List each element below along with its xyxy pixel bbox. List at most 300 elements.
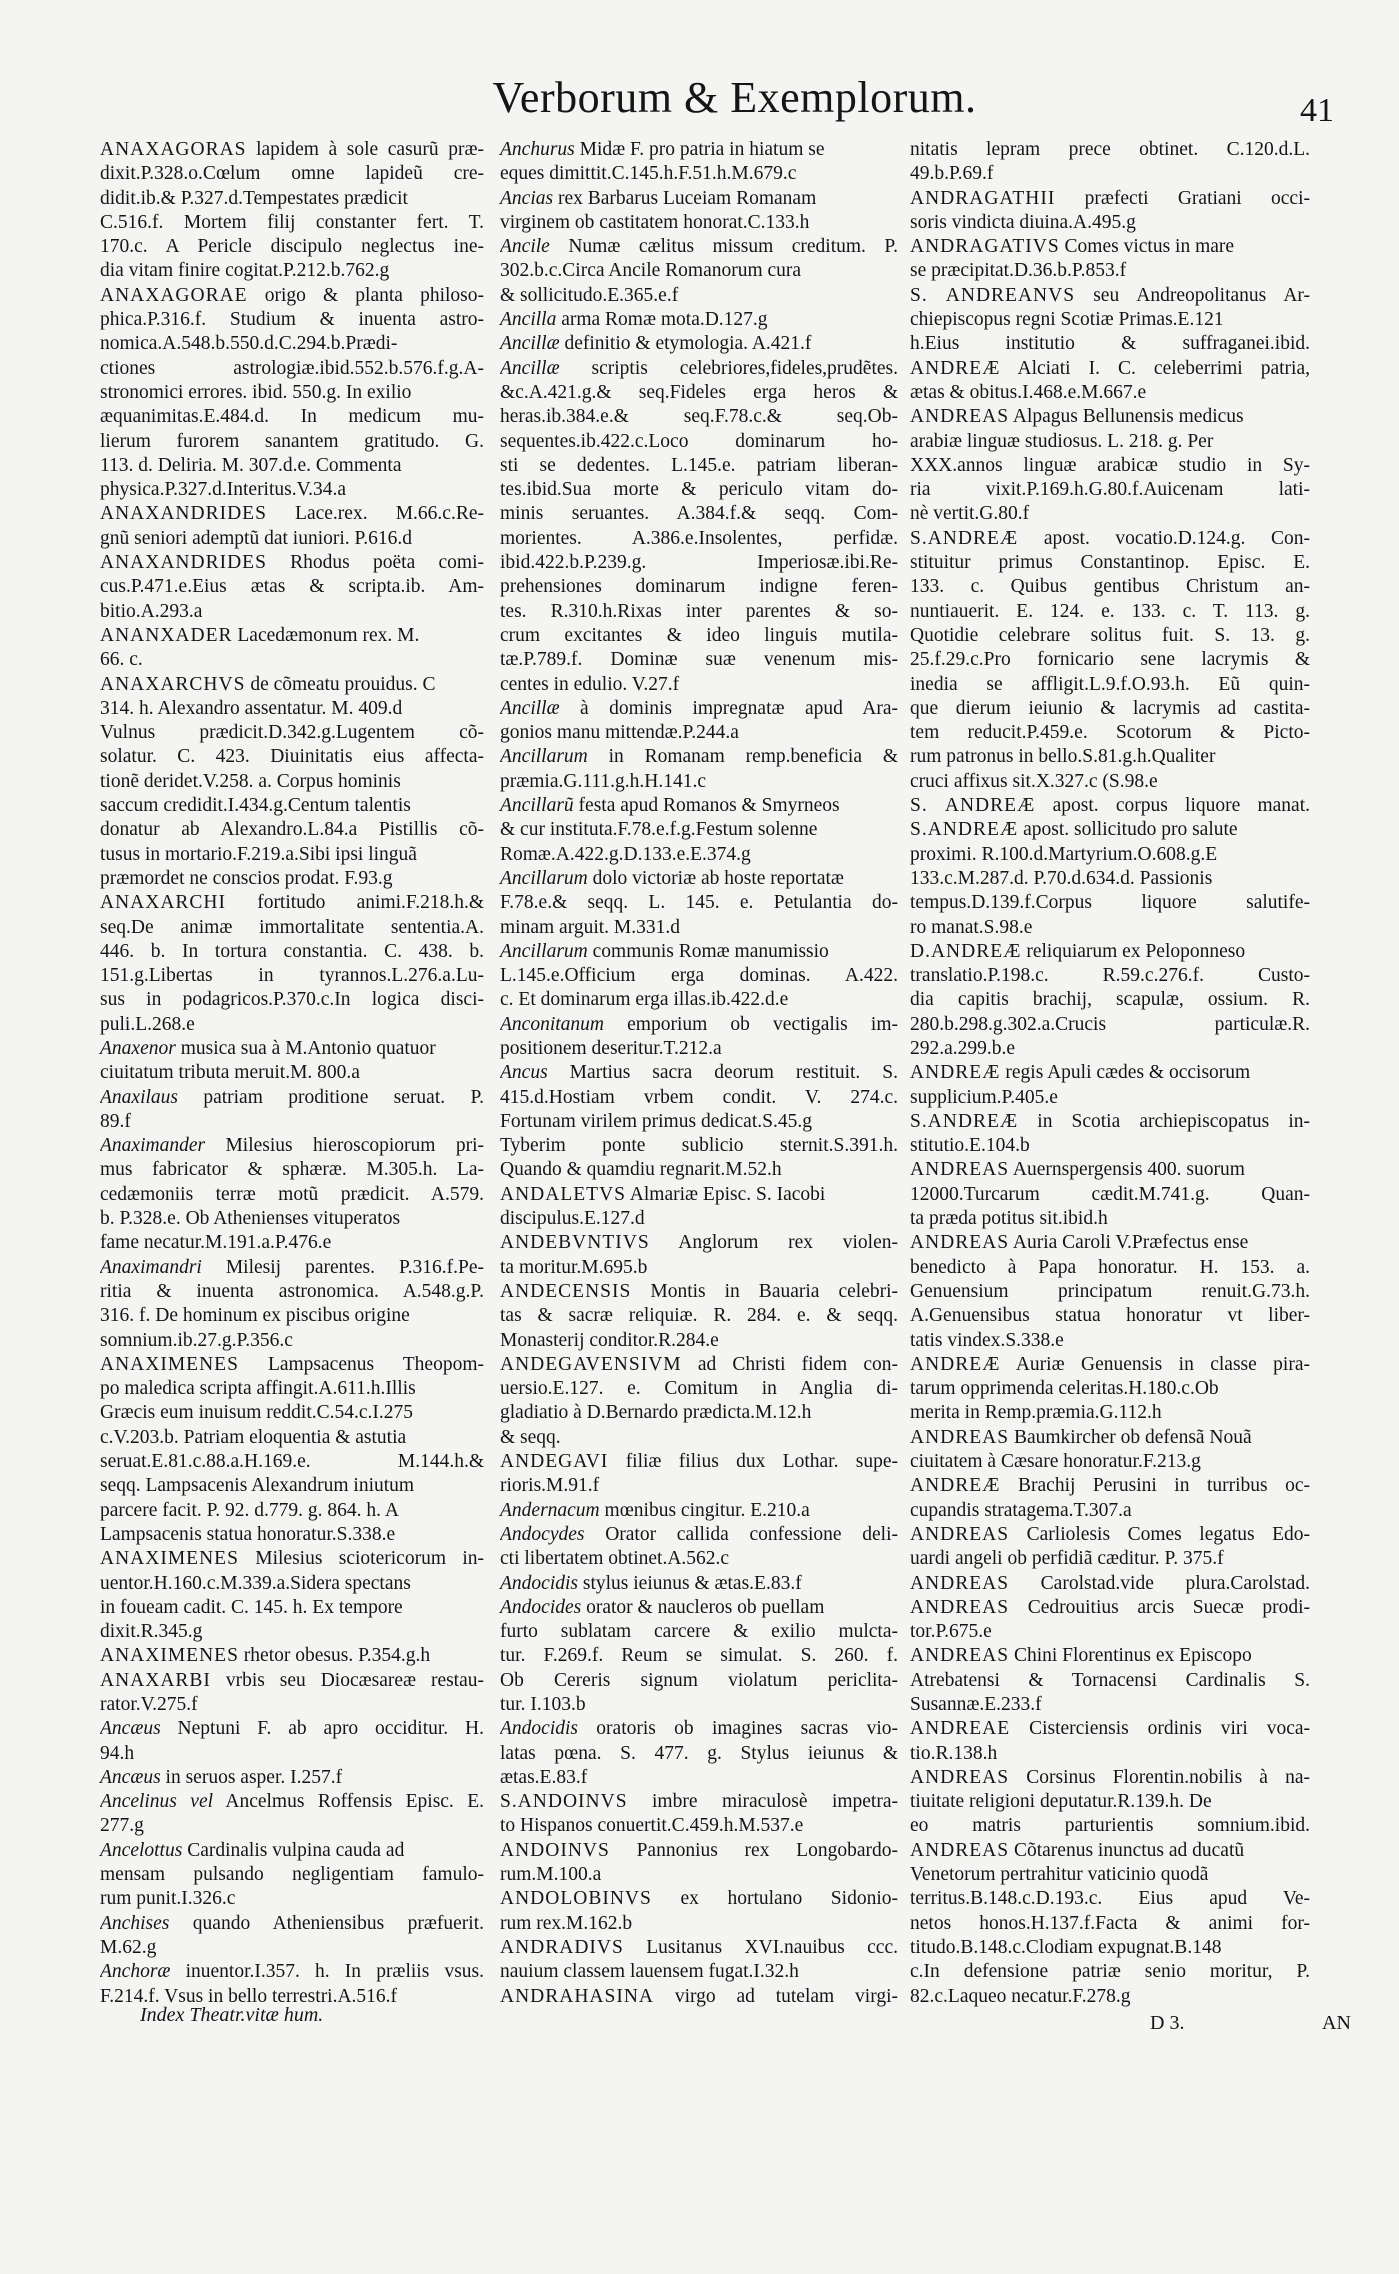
index-entry-line — [100, 1669, 484, 1693]
entry-headword: ANAXIMENES — [100, 1353, 239, 1375]
entry-headword: Ancillæ — [500, 357, 560, 379]
index-line: Ob Cereris signum violatum periclita- — [500, 1669, 898, 1691]
index-line: 170.c. A Pericle discipulo neglectus ine- — [100, 236, 484, 258]
entry-text: musica sua à M.Antonio quatuor — [175, 1037, 436, 1059]
entry-text: ad Christi fidem con- — [681, 1353, 898, 1375]
index-entry-line — [500, 1717, 898, 1741]
entry-text: Midæ F. pro patria in hiatum se — [574, 139, 825, 160]
entry-text: fortitudo animi.F.218.h.& — [226, 892, 484, 914]
index-line: 133. c. Quibus gentibus Christum an- — [910, 576, 1310, 598]
index-line: ciuitatem à Cæsare honoratur.F.213.g — [910, 1451, 1201, 1473]
index-line: bitio.A.293.a — [100, 600, 203, 622]
index-line: gonios manu mittendæ.P.244.a — [500, 722, 739, 744]
index-line: mus fabricator & sphæræ. M.305.h. La- — [100, 1159, 484, 1181]
index-line: didit.ib.& P.327.d.Tempestates prædicit — [100, 187, 408, 209]
index-line: Fortunam virilem primus dedicat.S.45.g — [500, 1110, 812, 1132]
entry-headword: ANDEBVNTIVS — [500, 1232, 650, 1254]
entry-headword: ANDREAS — [910, 1572, 1010, 1594]
entry-headword: Ancelottus — [100, 1839, 183, 1861]
index-line: puli.L.268.e — [100, 1013, 195, 1035]
index-entry-line — [100, 1134, 484, 1158]
entry-headword: Andocydes — [500, 1523, 585, 1545]
index-line: F.214.f. Vsus in bello terrestri.A.516.f — [100, 1985, 398, 2007]
index-line: phica.P.316.f. Studium & inuenta astro- — [100, 309, 484, 331]
entry-text: Carliolesis Comes legatus Edo- — [1009, 1523, 1310, 1545]
index-line: minam arguit. M.331.d — [500, 916, 681, 938]
index-line: Quando & quamdiu regnarit.M.52.h — [500, 1159, 782, 1181]
entry-headword: ANAXARCHI — [100, 892, 226, 914]
index-line: territus.B.148.c.D.193.c. Eius apud Ve- — [910, 1888, 1310, 1910]
index-line: ætas & obitus.I.468.e.M.667.e — [910, 381, 1147, 403]
index-entry-line — [500, 1183, 898, 1207]
entry-headword: Ancilla — [500, 309, 557, 331]
index-line: A.Genuensibus statua honoratur vt liber- — [910, 1305, 1310, 1327]
index-line: 292.a.299.b.e — [910, 1037, 1016, 1059]
index-entry-line — [500, 332, 898, 356]
index-line: Susannæ.E.233.f — [910, 1694, 1042, 1715]
entry-text: Alpagus Bellunensis medicus — [1009, 406, 1244, 428]
index-entry-line — [910, 940, 1310, 964]
index-line: Vulnus prædicit.D.342.g.Lugentem cõ- — [100, 722, 484, 744]
index-entry-line — [100, 1717, 484, 1741]
index-line: tempus.D.139.f.Corpus liquore salutife- — [910, 892, 1310, 914]
index-line: se præcipitat.D.36.b.P.853.f — [910, 260, 1127, 282]
index-line: tes.ibid.Sua morte & periculo vitam do- — [500, 479, 898, 501]
catchword: AN — [1322, 2012, 1351, 2034]
entry-headword: ANAXANDRIDES — [100, 552, 267, 574]
index-line: 415.d.Hostiam vrbem condit. V. 274.c. — [500, 1086, 898, 1108]
index-line: Tyberim ponte sublicio sternit.S.391.h. — [500, 1135, 898, 1157]
entry-text: Cardinalis vulpina cauda ad — [182, 1839, 405, 1861]
index-line: cedæmoniis terræ motũ prædicit. A.579. — [100, 1183, 484, 1205]
entry-headword: Andernacum — [500, 1499, 600, 1521]
index-line: tur. I.103.b — [500, 1694, 586, 1715]
entry-headword: ANDRAGATIVS — [910, 236, 1060, 258]
index-line: morientes. A.386.e.Insolentes, perfidæ. — [500, 527, 898, 549]
entry-text: Carolstad.vide plura.Carolstad. — [1009, 1572, 1310, 1594]
index-line: nauium classem lauensem fugat.I.32.h — [500, 1961, 799, 1983]
index-entry-line — [910, 1061, 1310, 1085]
index-entry-line — [500, 697, 898, 721]
entry-headword: S.ANDREÆ — [910, 1110, 1019, 1132]
index-line: stitutio.E.104.b — [910, 1135, 1030, 1157]
entry-headword: ANAXIMENES — [100, 1645, 239, 1667]
index-line: 12000.Turcarum cædit.M.741.g. Quan- — [910, 1183, 1310, 1205]
index-line: 94.h — [100, 1742, 135, 1764]
index-line: nè vertit.G.80.f — [910, 503, 1030, 525]
entry-headword: S. ANDREÆ — [910, 795, 1036, 817]
index-entry-line — [500, 745, 898, 769]
entry-text: filiæ filius dux Lothar. supe- — [608, 1451, 898, 1473]
entry-text: patriam proditione seruat. P. — [178, 1086, 484, 1108]
index-line: crum excitantes & ideo linguis mutila- — [500, 624, 898, 646]
index-line: tatis vindex.S.338.e — [910, 1329, 1064, 1351]
page-number: 41 — [1300, 92, 1334, 129]
index-entry-line — [100, 624, 484, 648]
index-line: minis seruantes. A.384.f.& seqq. Com- — [500, 503, 898, 525]
index-line: netos honos.H.137.f.Facta & animi for- — [910, 1912, 1310, 1934]
entry-headword: Anchurus — [500, 139, 575, 160]
index-entry-line — [910, 187, 1310, 211]
index-entry-line — [910, 1110, 1310, 1134]
entry-text: Anglorum rex violen- — [649, 1232, 898, 1254]
index-line: chiepiscopus regni Scotiæ Primas.E.121 — [910, 309, 1224, 331]
index-line: sequentes.ib.422.c.Loco dominarum ho- — [500, 430, 898, 452]
index-entry-line — [910, 1426, 1310, 1450]
entry-headword: Ancus — [500, 1062, 548, 1084]
index-entry-line — [100, 1256, 484, 1280]
index-line: somnium.ib.27.g.P.356.c — [100, 1329, 293, 1351]
index-line: Genuensium principatum renuit.G.73.h. — [910, 1280, 1310, 1302]
entry-headword: ANAXANDRIDES — [100, 503, 267, 525]
entry-headword: Ancile — [500, 236, 550, 258]
index-line: Græcis eum inuisum reddit.C.54.c.I.275 — [100, 1402, 414, 1424]
entry-text: oratoris ob imagines sacras vio- — [578, 1718, 898, 1740]
index-entry-line — [100, 673, 484, 697]
entry-headword: ANDOLOBINVS — [500, 1888, 652, 1910]
entry-text: Comes victus in mare — [1059, 236, 1235, 258]
entry-headword: ANDREÆ — [910, 1475, 1001, 1497]
entry-text: apost. sollicitudo pro salute — [1018, 819, 1238, 841]
entry-headword: Ancillarũ — [500, 795, 574, 817]
entry-text: Milesius sciotericorum in- — [238, 1548, 484, 1570]
index-entry-line — [910, 1523, 1310, 1547]
index-line: &c.A.421.g.& seq.Fideles erga heros & — [500, 381, 898, 403]
entry-text: orator & naucleros ob puellam — [581, 1596, 825, 1618]
index-line: benedicto à Papa honoratur. H. 153. a. — [910, 1256, 1310, 1278]
index-line: Quotidie celebrare solitus fuit. S. 13. g. — [910, 624, 1310, 646]
entry-text: Lace.rex. M.66.c.Re- — [266, 503, 484, 525]
index-line: stronomici errores. ibid. 550.g. In exilio — [100, 381, 412, 403]
index-line: po maledica scripta affingit.A.611.h.Illis — [100, 1378, 416, 1400]
entry-text: Cõtarenus inunctus ad ducatũ — [1009, 1839, 1245, 1861]
index-line: 25.f.29.c.Pro fornicario sene lacrymis & — [910, 649, 1310, 671]
index-line: 82.c.Laqueo necatur.F.278.g — [910, 1985, 1131, 2007]
entry-text: vrbis seu Diocæsareæ restau- — [210, 1669, 484, 1691]
index-line: rum.M.100.a — [500, 1864, 602, 1886]
entry-headword: ANDREAS — [910, 1645, 1010, 1667]
index-line: uardi angeli ob perfidiã cæditur. P. 375.f — [910, 1548, 1224, 1570]
entry-text: Ancelmus Roffensis Episc. E. — [213, 1791, 484, 1813]
entry-text: Milesij parentes. P.316.f.Pe- — [201, 1256, 484, 1278]
index-line: latas pœna. S. 477. g. Stylus ieiunus & — [500, 1742, 898, 1764]
entry-headword: Ancillarum — [500, 746, 588, 768]
index-entry-line — [910, 1474, 1310, 1498]
entry-text: apost. corpus liquore manat. — [1035, 795, 1310, 817]
entry-text: Orator callida confessione deli- — [584, 1523, 898, 1545]
index-entry-line — [500, 1790, 898, 1814]
catchword-index-title: Index Theatr.vitæ hum. — [140, 2004, 324, 2026]
index-line: seqq. Lampsacenis Alexandrum iniutum — [100, 1475, 415, 1497]
entry-headword: S. ANDREANVS — [910, 284, 1076, 306]
index-line: 151.g.Libertas in tyrannos.L.276.a.Lu- — [100, 965, 484, 987]
index-line: præmia.G.111.g.h.H.141.c — [500, 770, 706, 792]
index-line: lierum furorem sanantem gratitudo. G. — [100, 430, 484, 452]
index-line: sti se dedentes. L.145.e. patriam liberan- — [500, 454, 898, 476]
entry-headword: ANDREÆ — [910, 1062, 1001, 1084]
index-entry-line — [910, 1717, 1310, 1741]
index-line: virginem ob castitatem honorat.C.133.h — [500, 211, 810, 233]
index-line: rum rex.M.162.b — [500, 1912, 633, 1934]
entry-headword: Ancillarum — [500, 940, 588, 962]
index-line: stituitur primus Constantinop. Episc. E. — [910, 552, 1310, 574]
entry-headword: Ancæus — [100, 1718, 161, 1740]
index-entry-line — [500, 187, 898, 211]
index-line: in foueam cadit. C. 145. h. Ex tempore — [100, 1596, 403, 1618]
index-line: centes in edulio. V.27.f — [500, 673, 680, 695]
index-entry-line — [500, 1353, 898, 1377]
index-entry-line — [910, 1572, 1310, 1596]
entry-headword: Ancelinus vel — [100, 1791, 214, 1813]
index-line: seq.De animæ immortalitate sententia.A. — [100, 916, 484, 938]
entry-text: in seruos asper. I.257.f — [160, 1766, 343, 1788]
entry-headword: ANDREAS — [910, 1232, 1010, 1254]
entry-headword: ANANXADER — [100, 624, 233, 646]
index-line: b. P.328.e. Ob Athenienses vituperatos — [100, 1208, 401, 1230]
index-line: dixit.P.328.o.Cœlum omne lapideũ cre- — [100, 163, 484, 185]
index-entry-line — [500, 1839, 898, 1863]
index-entry-line — [910, 1766, 1310, 1790]
entry-text: rex Barbarus Luceiam Romanam — [553, 187, 817, 209]
index-line: rum punit.I.326.c — [100, 1888, 236, 1910]
index-line: merita in Remp.præmia.G.112.h — [910, 1402, 1162, 1424]
index-line: 66. c. — [100, 649, 143, 671]
index-entry-line — [500, 357, 898, 381]
index-line: rator.V.275.f — [100, 1694, 198, 1715]
entry-headword: Anaximandri — [100, 1256, 202, 1278]
index-entry-line — [100, 1960, 484, 1984]
index-line: 113. d. Deliria. M. 307.d.e. Commenta — [100, 454, 402, 476]
entry-text: dolo victoriæ ab hoste reportatæ — [587, 867, 844, 889]
index-line: solatur. C. 423. Diuinitatis eius affecta- — [100, 746, 484, 768]
index-line: c.In defensione patriæ senio moritur, P. — [910, 1961, 1310, 1983]
entry-text: in Scotia archiepiscopatus in- — [1018, 1110, 1310, 1132]
index-entry-line — [910, 1353, 1310, 1377]
index-line: furto sublatam carcere & exilio mulcta- — [500, 1621, 898, 1643]
index-line: 89.f — [100, 1110, 131, 1132]
entry-text: Numæ cælitus missum creditum. P. — [549, 236, 898, 258]
entry-headword: Ancillæ — [500, 697, 560, 719]
index-line: uersio.E.127. e. Comitum in Anglia di- — [500, 1378, 898, 1400]
entry-headword: Andocidis — [500, 1718, 578, 1740]
entry-text: Lampsacenus Theopom- — [238, 1353, 484, 1375]
entry-headword: ANAXIMENES — [100, 1548, 239, 1570]
entry-headword: ANAXARBI — [100, 1669, 211, 1691]
index-line: uentor.H.160.c.M.339.a.Sidera spectans — [100, 1572, 411, 1594]
entry-headword: ANDECENSIS — [500, 1280, 632, 1302]
index-line: gladiatio à D.Bernardo prædicta.M.12.h — [500, 1402, 812, 1424]
entry-headword: Anconitanum — [500, 1013, 604, 1035]
entry-headword: ANDREAS — [910, 406, 1010, 428]
index-entry-line — [910, 1839, 1310, 1863]
index-line: Romæ.A.422.g.D.133.e.E.374.g — [500, 843, 751, 865]
index-line: tem reducit.P.459.e. Scotorum & Picto- — [910, 722, 1310, 744]
index-entry-line — [910, 1158, 1310, 1182]
entry-text: Pannonius rex Longobardo- — [609, 1839, 898, 1861]
index-entry-line — [100, 1086, 484, 1110]
entry-text: festa apud Romanos & Smyrneos — [573, 795, 840, 817]
index-entry-line — [100, 1839, 484, 1863]
entry-headword: ANDREAS — [910, 1159, 1010, 1181]
entry-text: præfecti Gratiani occi- — [1055, 187, 1310, 209]
index-entry-line — [910, 235, 1310, 259]
index-line: cus.P.471.e.Eius ætas & scripta.ib. Am- — [100, 576, 484, 598]
entry-text: Auriæ Genuensis in classe pira- — [1000, 1353, 1310, 1375]
index-entry-line — [100, 1353, 484, 1377]
index-line: c.V.203.b. Patriam eloquentia & astutia — [100, 1426, 407, 1448]
entry-text: virgo ad tutelam virgi- — [654, 1985, 898, 2007]
entry-headword: Ancias — [500, 187, 554, 209]
entry-headword: ANDREÆ — [910, 357, 1001, 379]
index-line: ria vixit.P.169.h.G.80.f.Auicenam lati- — [910, 479, 1310, 501]
index-line: positionem deseritur.T.212.a — [500, 1037, 722, 1059]
index-line: c. Et dominarum erga illas.ib.422.d.e — [500, 989, 789, 1011]
entry-headword: ANDALETVS — [500, 1183, 626, 1205]
index-line: 280.b.298.g.302.a.Crucis particulæ.R. — [910, 1013, 1310, 1035]
index-line: saccum credidit.I.434.g.Centum talentis — [100, 795, 411, 817]
index-entry-line — [500, 867, 898, 891]
index-line: & seqq. — [500, 1426, 561, 1448]
index-column-right — [910, 138, 1310, 2009]
index-line: rioris.M.91.f — [500, 1475, 600, 1497]
index-entry-line — [910, 794, 1310, 818]
index-line: tiuitate religioni deputatur.R.139.h. De — [910, 1791, 1212, 1813]
index-entry-line — [100, 1547, 484, 1571]
index-entry-line — [500, 1231, 898, 1255]
running-header — [0, 72, 1399, 123]
index-line: tur. F.269.f. Reum se simulat. S. 260. f. — [500, 1645, 898, 1667]
index-entry-line — [910, 284, 1310, 308]
index-line: tæ.P.789.f. Dominæ suæ venenum mis- — [500, 649, 898, 671]
index-entry-line — [500, 1596, 898, 1620]
index-line: gnũ seniori ademptũ dat iuniori. P.616.d — [100, 527, 412, 549]
index-line: ætas.E.83.f — [500, 1766, 588, 1788]
index-line: parcere facit. P. 92. d.779. g. 864. h. A — [100, 1499, 399, 1521]
index-line: 49.b.P.69.f — [910, 163, 994, 185]
index-line: 316. f. De hominum ex piscibus origine — [100, 1305, 410, 1327]
index-line: ciuitatum tributa meruit.M. 800.a — [100, 1062, 360, 1084]
index-line: M.62.g — [100, 1936, 157, 1958]
index-line: nuntiauerit. E. 124. e. 133. c. T. 113. g. — [910, 600, 1310, 622]
index-entry-line — [100, 551, 484, 575]
index-line: ibid.422.b.P.239.g. Imperiosæ.ibi.Re- — [500, 552, 898, 574]
index-line: eo matris parturientis somnium.ibid. — [910, 1815, 1310, 1837]
entry-headword: S.ANDREÆ — [910, 819, 1019, 841]
index-line: tas & sacræ reliquiæ. R. 284. e. & seqq. — [500, 1305, 898, 1327]
index-line: F.78.e.& seqq. L. 145. e. Petulantia do- — [500, 892, 898, 914]
entry-text: à dominis impregnatæ apud Ara- — [559, 697, 898, 719]
entry-headword: ANAXAGORAE — [100, 284, 248, 306]
entry-text: Lacedæmonum rex. M. — [232, 624, 420, 646]
entry-text: quando Atheniensibus præfuerit. — [169, 1912, 484, 1934]
index-entry-line — [100, 1912, 484, 1936]
index-line: translatio.P.198.c. R.59.c.276.f. Custo- — [910, 965, 1310, 987]
entry-headword: ANDOINVS — [500, 1839, 610, 1861]
entry-text: origo & planta philoso- — [247, 284, 484, 306]
entry-text: scriptis celebriores,fideles,prudẽtes. — [559, 357, 898, 379]
index-entry-line — [910, 1231, 1310, 1255]
entry-text: Cedrouitius arcis Suecæ prodi- — [1009, 1596, 1310, 1618]
entry-text: reliquiarum ex Peloponneso — [1021, 940, 1246, 962]
entry-headword: ANDREAS — [910, 1596, 1010, 1618]
page-title: Verborum & Exemplorum. — [492, 73, 977, 122]
entry-headword: ANDREÆ — [910, 1353, 1001, 1375]
index-line: dia capitis brachij, scapulæ, ossium. R. — [910, 989, 1310, 1011]
entry-headword: ANDREAS — [910, 1426, 1010, 1448]
entry-text: Cisterciensis ordinis viri voca- — [1010, 1718, 1310, 1740]
entry-text: Baumkircher ob defensã Nouã — [1009, 1426, 1252, 1448]
index-line: donatur ab Alexandro.L.84.a Pistillis cõ- — [100, 819, 484, 841]
entry-headword: Anaximander — [100, 1135, 206, 1157]
entry-text: arma Romæ mota.D.127.g — [556, 309, 768, 331]
index-line: XXX.annos linguæ arabicæ studio in Sy- — [910, 454, 1310, 476]
index-entry-line — [500, 1450, 898, 1474]
index-entry-line — [100, 891, 484, 915]
entry-text: in Romanam remp.beneficia & — [587, 746, 898, 768]
index-line: ritia & inuenta astronomica. A.548.g.P. — [100, 1280, 484, 1302]
entry-headword: ANDREAS — [910, 1523, 1010, 1545]
index-line: Venetorum pertrahitur vaticinio quodã — [910, 1864, 1209, 1886]
index-entry-line — [500, 940, 898, 964]
entry-headword: D.ANDREÆ — [910, 940, 1022, 962]
index-line: tio.R.138.h — [910, 1742, 998, 1764]
index-entry-line — [500, 1499, 898, 1523]
entry-text: Montis in Bauaria celebri- — [631, 1280, 898, 1302]
index-entry-line — [100, 1644, 484, 1668]
index-entry-line — [910, 1644, 1310, 1668]
index-line: & cur instituta.F.78.e.f.g.Festum solenne — [500, 819, 818, 841]
index-line: 133.c.M.287.d. P.70.d.634.d. Passionis — [910, 867, 1213, 889]
entry-headword: Anchoræ — [100, 1961, 171, 1983]
index-line: supplicium.P.405.e — [910, 1086, 1058, 1108]
entry-text: emporium ob vectigalis im- — [603, 1013, 898, 1035]
index-line: heras.ib.384.e.& seq.F.78.c.& seq.Ob- — [500, 406, 898, 428]
entry-text: Corsinus Florentin.nobilis à na- — [1009, 1766, 1310, 1788]
entry-text: Rhodus poëta comi- — [266, 552, 484, 574]
index-line: tusus in mortario.F.219.a.Sibi ipsi linguã — [100, 843, 417, 865]
index-line: & sollicitudo.E.365.e.f — [500, 284, 679, 306]
entry-headword: ANDREAE — [910, 1718, 1011, 1740]
index-entry-line — [500, 308, 898, 332]
index-entry-line — [100, 1790, 484, 1814]
entry-headword: ANAXAGORAS — [100, 139, 247, 160]
entry-headword: Anchises — [100, 1912, 170, 1934]
index-entry-line — [500, 1523, 898, 1547]
entry-headword: S.ANDREÆ — [910, 527, 1019, 549]
entry-text: rhetor obesus. P.354.g.h — [238, 1645, 431, 1667]
entry-headword: ANDRAHASINA — [500, 1985, 655, 2007]
index-line: cti libertatem obtinet.A.562.c — [500, 1548, 730, 1570]
entry-text: communis Romæ manumissio — [587, 940, 829, 962]
index-entry-line — [500, 1013, 898, 1037]
index-entry-line — [500, 1985, 898, 2009]
index-line: seruat.E.81.c.88.a.H.169.e. M.144.h.& — [100, 1451, 484, 1473]
entry-headword: ANDREAS — [910, 1839, 1010, 1861]
index-entry-line — [100, 1766, 484, 1790]
index-line: æquanimitas.E.484.d. In medicum mu- — [100, 406, 484, 428]
index-line: dixit.R.345.g — [100, 1621, 203, 1643]
index-line: mensam pulsando negligentiam famulo- — [100, 1864, 484, 1886]
entry-text: inuentor.I.357. h. In præliis vsus. — [170, 1961, 484, 1983]
index-line: Monasterij conditor.R.284.e — [500, 1329, 719, 1351]
index-line: 314. h. Alexandro assentatur. M. 409.d — [100, 697, 403, 719]
index-entry-line — [500, 235, 898, 259]
index-entry-line — [500, 1280, 898, 1304]
index-entry-line — [910, 527, 1310, 551]
index-line: soris vindicta diuina.A.495.g — [910, 211, 1136, 233]
index-line: proximi. R.100.d.Martyrium.O.608.g.E — [910, 843, 1218, 865]
index-entry-line — [500, 1061, 898, 1085]
